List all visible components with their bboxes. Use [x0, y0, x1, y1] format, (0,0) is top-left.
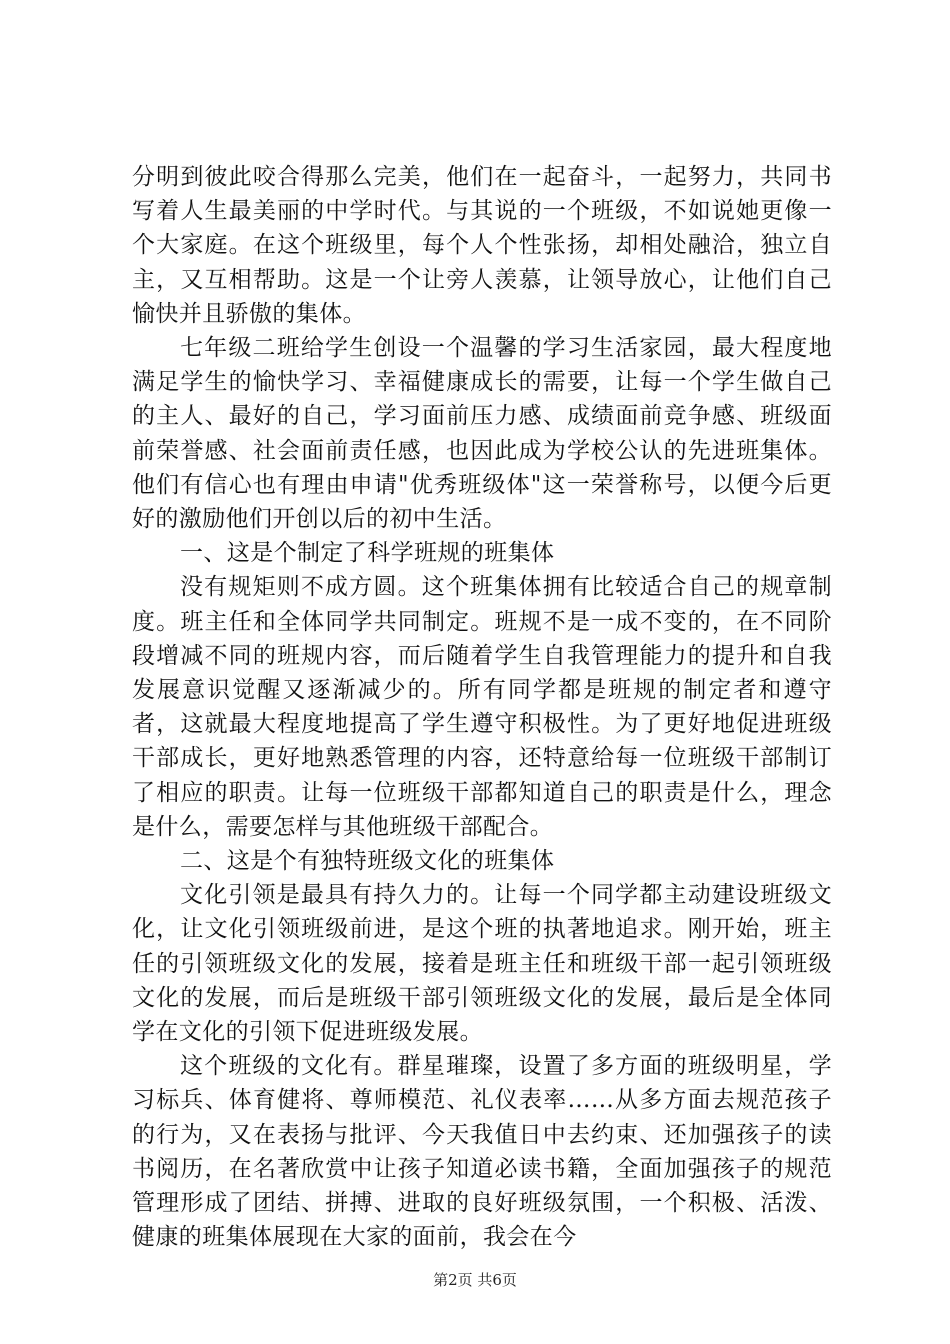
section-heading-class-rules: 一、这是个制定了科学班规的班集体	[180, 540, 555, 567]
section-heading-class-culture: 二、这是个有独特班级文化的班集体	[180, 848, 555, 875]
paragraph-continued: 分明到彼此咬合得那么完美，他们在一起奋斗，一起努力，共同书写着人生最美丽的中学时代。与其说的一个班级，不如说她更像一个大家庭。在这个班级里，每个人个性张扬，却相处融洽，独立自主，又互相帮助。这是一个让旁人羡慕，让领导放心，让他们自己愉快并且骄傲的集体。	[132, 164, 832, 327]
paragraph-culture-details: 这个班级的文化有。群星璀璨，设置了多方面的班级明星，学习标兵、体育健将、尊师模范、礼仪表率……从多方面去规范孩子的行为，又在表扬与批评、今天我值日中去约束、还加强孩子的读书阅历，在名著欣赏中让孩子知道必读书籍，全面加强孩子的规范管理形成了团结、拼搏、进取的良好班级氛围，一个积极、活泼、健康的班集体展现在大家的面前，我会在今	[132, 1053, 832, 1251]
paragraph-class-rules: 没有规矩则不成方圆。这个班集体拥有比较适合自己的规章制度。班主任和全体同学共同制定。班规不是一成不变的，在不同阶段增减不同的班规内容，而后随着学生自我管理能力的提升和自我发展意识觉醒又逐渐减少的。所有同学都是班规的制定者和遵守者，这就最大程度地提高了学生遵守积极性。为了更好地促进班级干部成长，更好地熟悉管理的内容，还特意给每一位班级干部制订了相应的职责。让每一位班级干部都知道自己的职责是什么，理念是什么，需要怎样与其他班级干部配合。	[132, 574, 832, 840]
document-body	[132, 160, 832, 1255]
paragraph-class-intro: 七年级二班给学生创设一个温馨的学习生活家园，最大程度地满足学生的愉快学习、幸福健康成长的需要，让每一个学生做自己的主人、最好的自己，学习面前压力感、成绩面前竞争感、班级面前荣誉感、社会面前责任感，也因此成为学校公认的先进班集体。他们有信心也有理由申请"优秀班级体"这一荣誉称号，以便今后更好的激励他们开创以后的初中生活。	[132, 335, 832, 533]
page-number-footer: 第2页 共6页	[433, 1271, 517, 1289]
paragraph-culture-leadership: 文化引领是最具有持久力的。让每一个同学都主动建设班级文化，让文化引领班级前进，是这个班的执著地追求。刚开始，班主任的引领班级文化的发展，接着是班主任和班级干部一起引领班级文化的发展，而后是班级干部引领班级文化的发展，最后是全体同学在文化的引领下促进班级发展。	[132, 882, 832, 1046]
